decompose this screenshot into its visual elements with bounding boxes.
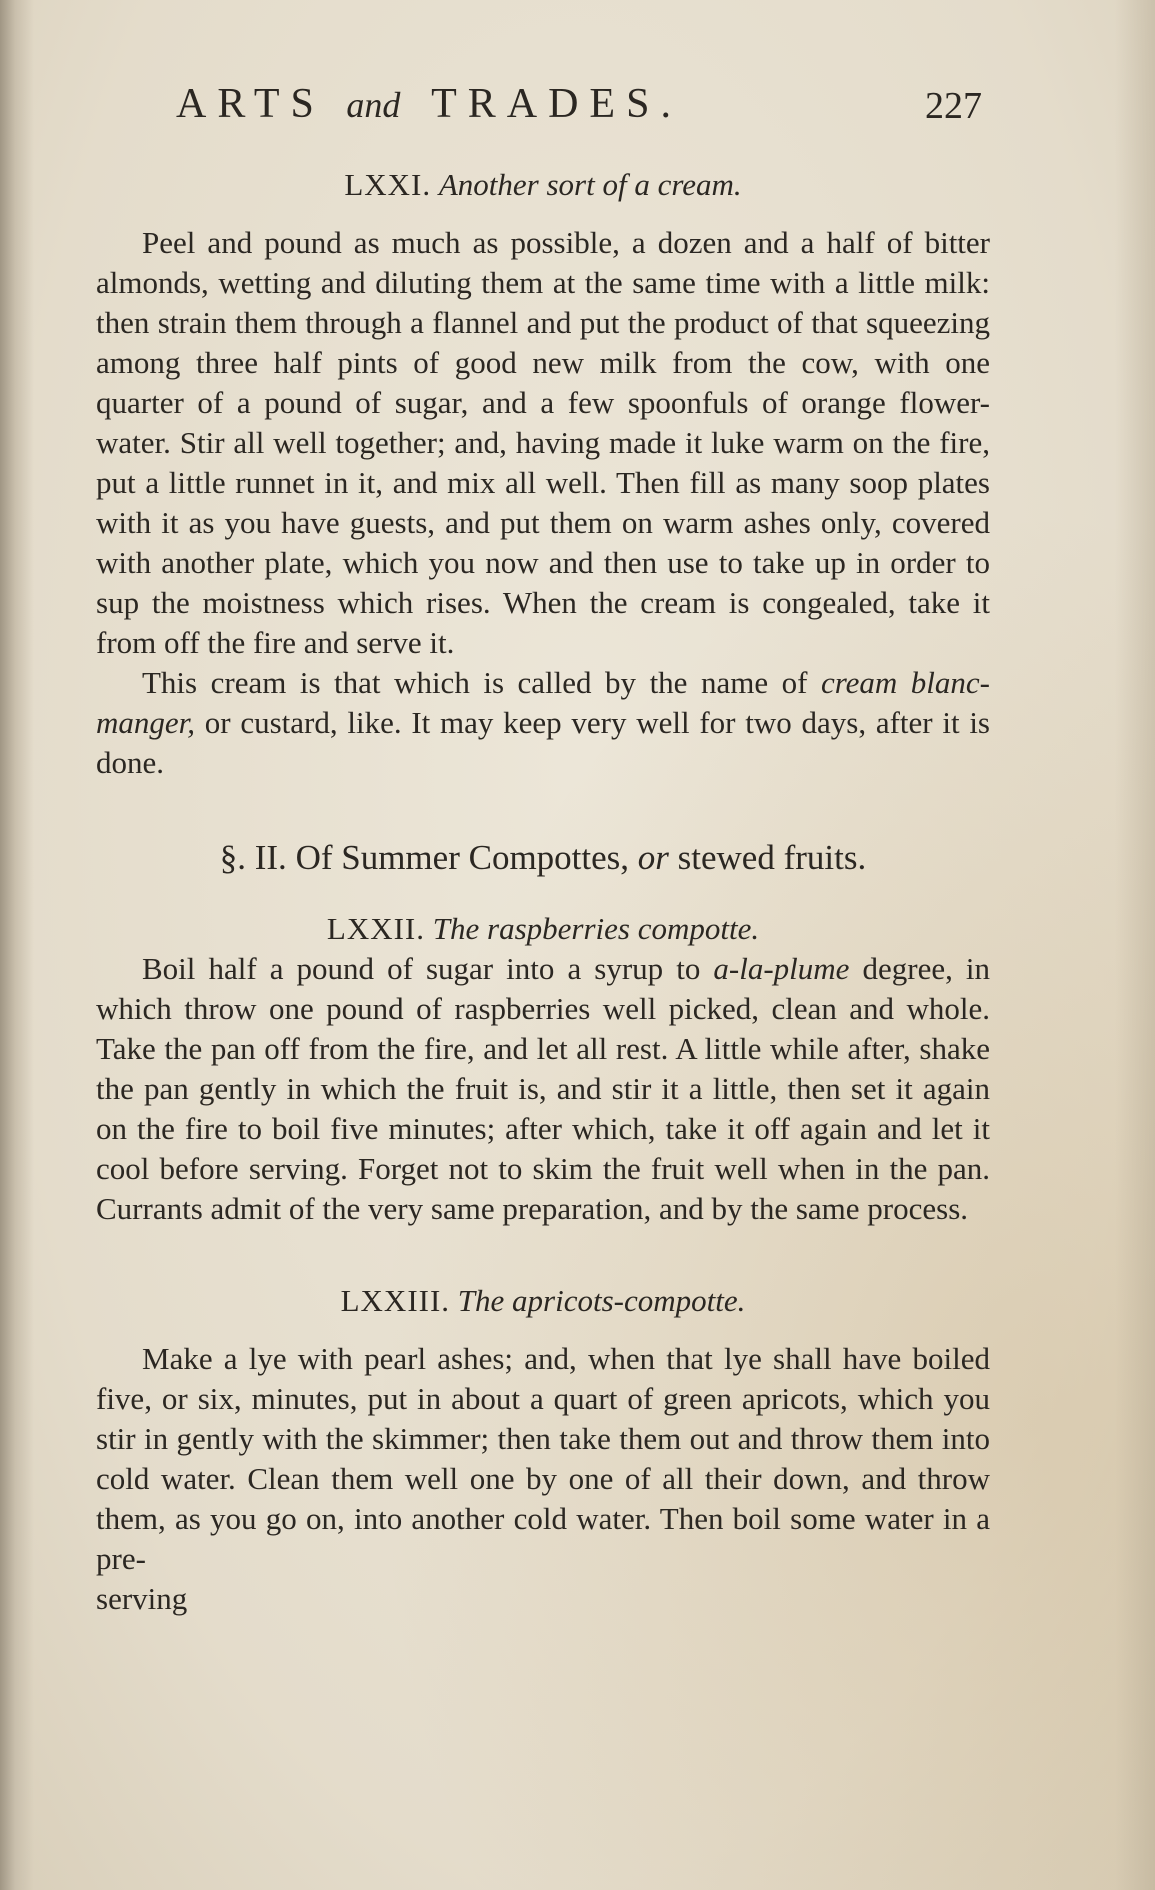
spacer (96, 1229, 990, 1281)
spacer (96, 881, 990, 909)
spacer (96, 783, 990, 835)
recipe-71-paragraph-1: Peel and pound as much as possible, a dozen and a half of bitter almonds, wetting and diluting them at the same time with a little milk: then strain them through a flannel and put the product of that squeezing among three half pints of good new milk from the cow, with one quarter of a pound of sugar, and a few spoonfuls of orange flower-water. Stir all well together; and, having made it luke warm on the fire, put a little runnet in it, and mix all well. Then fill as many soop plates with it as you have guests, and put them on warm ashes only, covered with another plate, which you now and then use to take up in order to sup the moistness which rises. When the cream is congealed, take it from off the fire and serve it. (96, 225, 990, 660)
spacer (96, 205, 990, 223)
paragraph-text: This cream is that which is called by the name of (142, 665, 808, 700)
paragraph-text: or custard, like. It may keep very well for two days, after it is done. (96, 705, 990, 780)
paragraph-text: Boil half a pound of sugar into a syrup to (142, 951, 701, 986)
paragraph-italic-term: cream blanc-manger, (96, 665, 991, 740)
section-text-italic: or (637, 838, 669, 877)
recipe-heading-72 (96, 909, 990, 949)
recipe-title: The apricots-compotte. (457, 1283, 746, 1318)
page-edge-shadow (1115, 0, 1155, 1890)
running-head-trades: TRADES. (431, 81, 682, 127)
section-text: stewed fruits. (677, 838, 867, 877)
recipe-71-paragraph-2 (96, 663, 990, 783)
paragraph-italic-term: a-la-plume (713, 951, 850, 986)
section-heading (96, 835, 990, 881)
spacer (96, 1321, 990, 1339)
recipe-number: LXXIII. (340, 1283, 451, 1318)
page-number: 227 (925, 85, 982, 127)
recipe-number: LXXII. (326, 911, 425, 946)
recipe-heading-71 (96, 165, 990, 205)
catchword: serving (96, 1581, 188, 1616)
running-head (176, 80, 682, 128)
section-mark: §. II. (219, 838, 287, 877)
page-gutter-shadow (0, 0, 34, 1890)
recipe-heading-73 (96, 1281, 990, 1321)
running-head-arts: ARTS (176, 81, 325, 127)
section-text: Of Summer Compottes, (295, 838, 630, 877)
running-head-and: and (346, 85, 401, 125)
recipe-title: Another sort of a cream. (438, 167, 742, 202)
page-header (96, 80, 990, 140)
recipe-number: LXXI. (344, 167, 432, 202)
paragraph-text: degree, in which throw one pound of raspberries well picked, clean and whole. Take the pan off from the fire, and let all rest. A little while after, shake the pan gently in which the fruit is, and stir it a little, then set it again on the fire to boil five minutes; after which, take it off again and let it cool before serving. Forget not to skim the fruit well when in the pan. Currants admit of the very same preparation, and by the same process. (96, 951, 991, 1226)
recipe-72-paragraph (96, 949, 990, 1229)
page-body (96, 165, 990, 1619)
recipe-73-paragraph: Make a lye with pearl ashes; and, when that lye shall have boiled five, or six, minutes, put in about a quart of green apricots, which you stir in gently with the skimmer; then take them out and throw them into cold water. Clean them well one by one of all their down, and throw them, as you go on, into another cold water. Then boil some water in a pre- (96, 1341, 990, 1576)
recipe-title: The raspberries compotte. (432, 911, 760, 946)
